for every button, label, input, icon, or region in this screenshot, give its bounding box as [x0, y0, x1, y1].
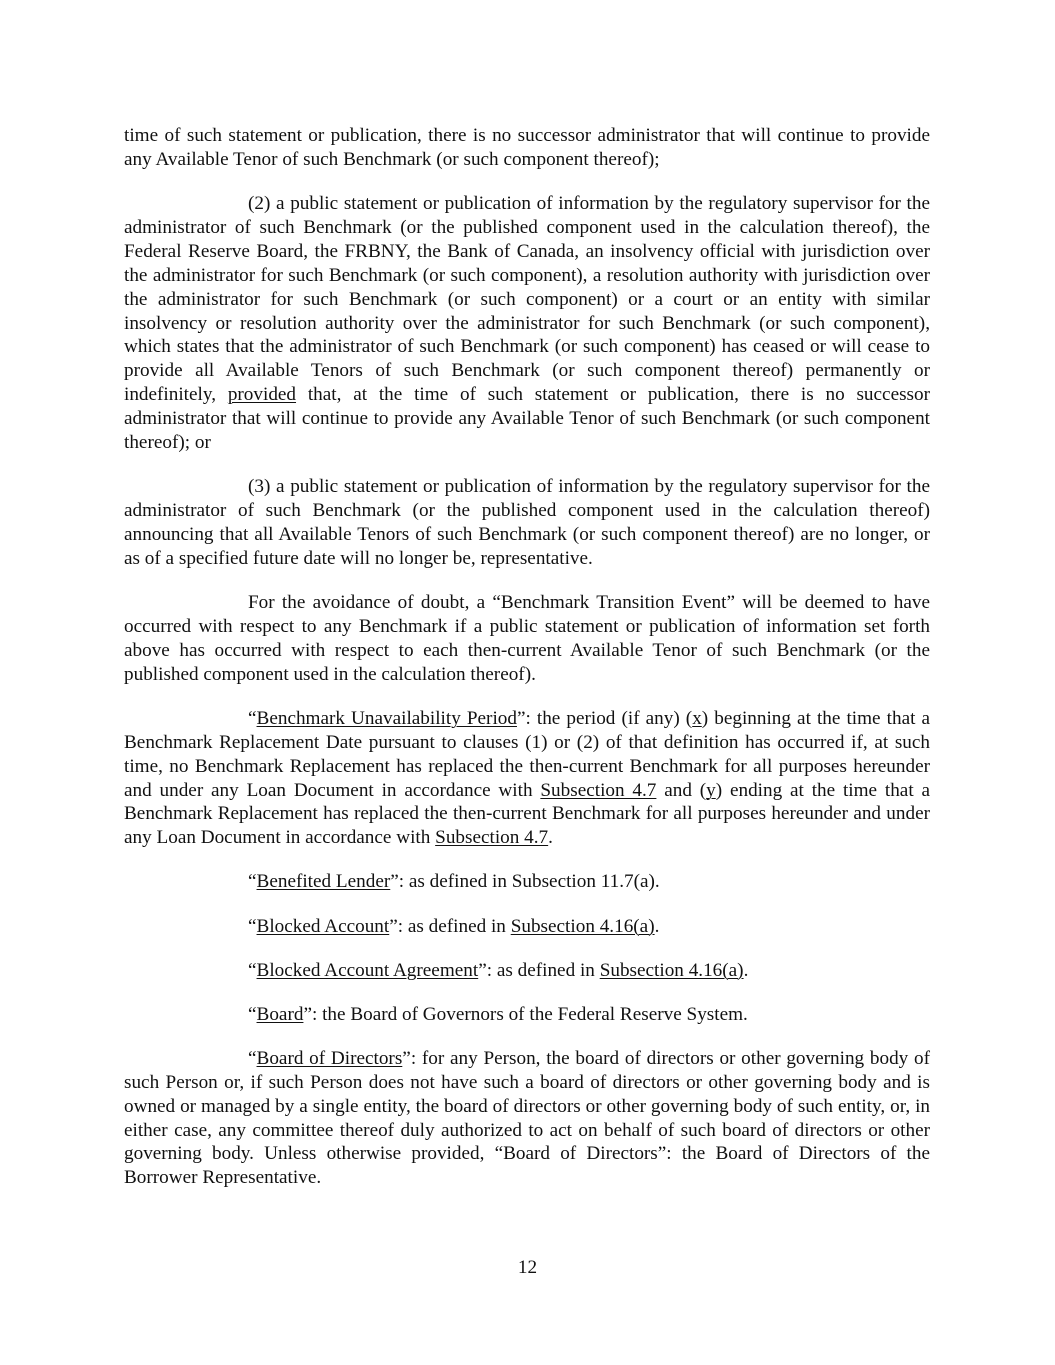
definition-text: and (: [656, 779, 707, 801]
paragraph-text: (2) a public statement or publication of information by the regulatory supervisor for the administrator of such Benchmark (or the published component used in the calculation thereof), the Federal Reserve Board, the FRBNY, the Bank of Canada, an insolvency official with jurisdiction over the administrator for such Benchmark (or such component), a resolution authority with jurisdiction over the administrator for such Benchmark (or such component) or a court or an entity with similar insolvency or resolution authority over the administrator for such Benchmark (or such component), which states that the administrator of such Benchmark (or such component) has ceased or will cease to provide all Available Tenors of such Benchmark (or such component thereof) permanently or indefinitely,: [124, 193, 930, 406]
paragraph-text: time of such statement or publication, there is no successor administrator that will continue to provide any Available Tenor of such Benchmark (or such component thereof);: [124, 125, 930, 170]
defined-term: Blocked Account Agreement: [256, 959, 479, 981]
clause-marker-x: x: [692, 707, 702, 729]
subsection-reference: Subsection 4.16(a): [510, 915, 655, 937]
defined-term: Blocked Account: [256, 915, 390, 937]
definition-benefited-lender: [124, 870, 930, 894]
paragraph-text: For the avoidance of doubt, a “Benchmark Transition Event” will be deemed to have occurred with respect to any Benchmark if a public statement or publication of information set forth above has occurred with respect to each then-current Available Tenor of such Benchmark (or the published component used in the calculation thereof).: [124, 591, 930, 685]
definition-text: ”: as defined in: [478, 959, 600, 981]
definition-text: ”: as defined in: [389, 915, 511, 937]
open-quote: “: [248, 959, 257, 981]
definition-text: ) ending at the time that a Benchmark Replacement has replaced the then-current Benchmark for all purposes hereunder and under any Loan Document in accordance with: [124, 779, 930, 849]
underlined-term-provided: provided: [227, 384, 297, 406]
subsection-reference: Subsection 4.7: [435, 827, 549, 849]
subsection-reference: Subsection 4.7: [540, 779, 657, 801]
definition-text: ”: the Board of Governors of the Federal Reserve System.: [303, 1003, 748, 1025]
definition-text: ”: as defined in Subsection 11.7(a).: [390, 871, 660, 893]
definition-text: ”: the period (if any) (: [516, 707, 693, 729]
open-quote: “: [248, 915, 257, 937]
paragraph-clause-2: [124, 192, 930, 455]
definition-board: [124, 1003, 930, 1027]
definition-blocked-account: [124, 915, 930, 939]
page-number: 12: [517, 1257, 538, 1278]
defined-term: Board: [256, 1003, 304, 1025]
subsection-reference: Subsection 4.16(a): [599, 959, 744, 981]
paragraph-text: (3) a public statement or publication of information by the regulatory supervisor for the administrator of such Benchmark (or the published component used in the calculation thereof) announcing that all Available Tenors of such Benchmark (or such component thereof) are no longer, or as of a specified future date will no longer be, representative.: [124, 476, 930, 569]
paragraph-avoidance-of-doubt: [124, 591, 930, 687]
open-quote: “: [248, 1047, 257, 1069]
open-quote: “: [248, 871, 257, 893]
document-page: [124, 124, 930, 1210]
definition-text: .: [548, 827, 553, 849]
definition-text: .: [743, 959, 749, 981]
definition-blocked-account-agreement: [124, 959, 930, 983]
definition-text: ) beginning at the time that a Benchmark Replacement Date pursuant to clauses (1) or (2) of that definition has occurred if, at such time, no Benchmark Replacement has replaced the then-current Benchmark for all purposes hereunder and under any Loan Document in accordance with: [124, 707, 930, 801]
open-quote: “: [248, 1003, 257, 1025]
definition-text: ”: for any Person, the board of directors or other governing body of such Person or, if such Person does not have such a board of directors or other governing body and is owned or managed by a single entity, the board of directors or other governing body of such entity, or, in either case, any committee thereof duly authorized to act on behalf of such board of directors or other governing body. Unless otherwise provided, “Board of Directors”: the Board of Directors of the Borrower Representative.: [124, 1047, 930, 1189]
definition-board-of-directors: [124, 1047, 930, 1190]
defined-term: Benefited Lender: [256, 871, 391, 893]
open-quote: “: [248, 707, 257, 729]
clause-marker-y: y: [706, 779, 716, 801]
paragraph-clause-3: [124, 475, 930, 571]
paragraph-text: that, at the time of such statement or publication, there is no successor administrator that will continue to provide any Available Tenor of such Benchmark (or such component thereof); or: [124, 384, 930, 454]
paragraph-continuation: [124, 124, 930, 172]
defined-term: Benchmark Unavailability Period: [256, 707, 517, 729]
definition-text: .: [654, 915, 660, 937]
definition-benchmark-unavailability-period: [124, 707, 930, 850]
defined-term: Board of Directors: [256, 1047, 403, 1069]
